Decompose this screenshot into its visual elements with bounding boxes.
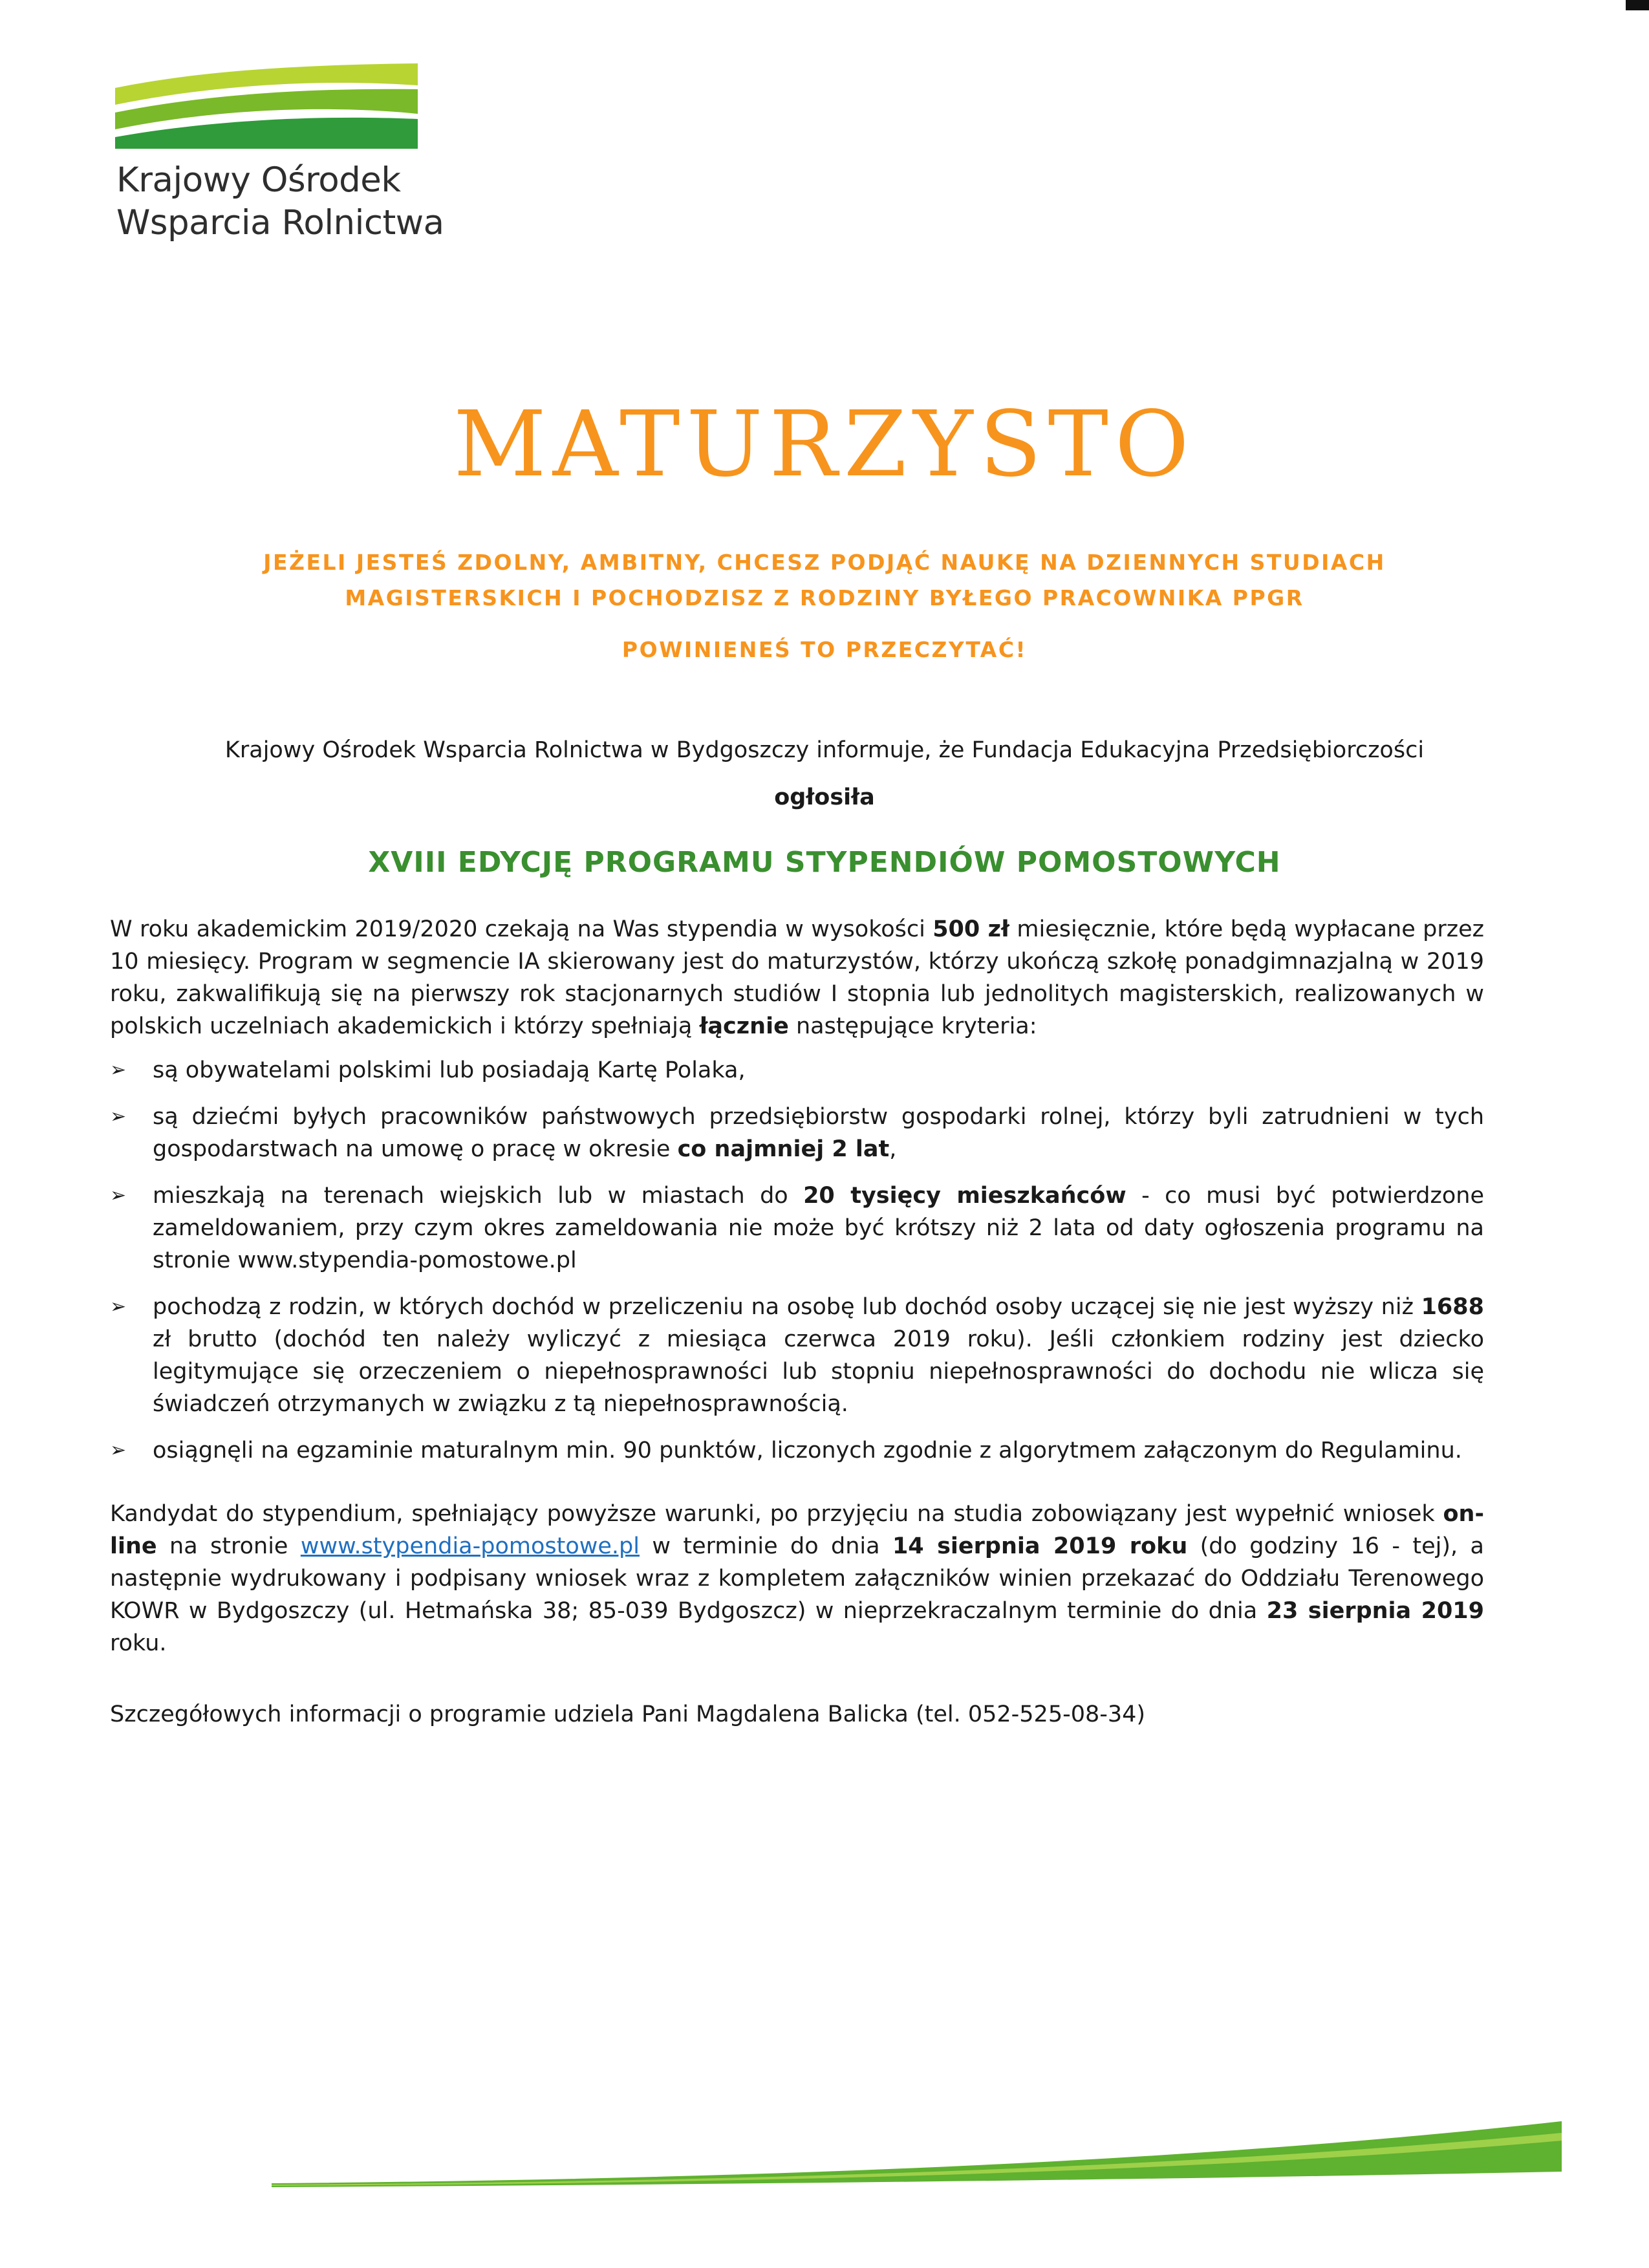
lead-text-1: W roku akademickim 2019/2020 czekają na Was stypendia w wysokości (110, 916, 933, 942)
kowr-logo (114, 62, 444, 250)
program-website-link[interactable]: www.stypendia-pomostowe.pl (300, 1533, 640, 1559)
announced-word: ogłosiła (774, 784, 875, 810)
scan-edge-mark (1626, 0, 1649, 10)
criterion-emphasis: co najmniej 2 lat (677, 1136, 890, 1162)
candidate-text-3: w terminie do dnia (639, 1533, 892, 1559)
lead-paragraph (110, 913, 1484, 1042)
criterion-text: , (889, 1136, 897, 1162)
criterion-item (110, 1101, 1484, 1165)
page-title: MATURZYSTO (453, 392, 1196, 497)
criterion-text: są dziećmi byłych pracowników państwowych przedsiębiorstw gospodarki rolnej, którzy byli zatrudnieni w tych gospodarstwach na umowę o pracę w okresie (153, 1104, 1484, 1162)
arrow-bullet-icon: ➢ (110, 1184, 127, 1207)
candidate-text-5: roku. (110, 1630, 167, 1656)
intro-text: Krajowy Ośrodek Wsparcia Rolnictwa w Bydgoszczy informuje, że Fundacja Edukacyjna Przedsiębiorczości (224, 737, 1425, 763)
criterion-text: zł brutto (dochód ten należy wyliczyć z miesiąca czerwca 2019 roku). Jeśli członkiem rodziny jest dziecko legitymujące się orzeczeniem o niepełnosprawności lub stopniu niepełnosprawności do dochodu nie wlicza się świadczeń otrzymanych w związku z tą niepełnosprawnością. (153, 1326, 1484, 1417)
arrow-bullet-icon: ➢ (110, 1439, 127, 1462)
criterion-text: osiągnęli na egzaminie maturalnym min. 90 punktów, liczonych zgodnie z algorytmem załączonym do Regulaminu. (153, 1438, 1462, 1463)
arrow-bullet-icon: ➢ (110, 1295, 127, 1318)
logo-text-line-1: Krajowy Ośrodek (116, 160, 401, 200)
logo-swoosh-graphic (114, 62, 424, 159)
criterion-item (110, 1180, 1484, 1277)
program-heading: XVIII EDYCJĘ PROGRAMU STYPENDIÓW POMOSTOWYCH (368, 846, 1281, 879)
criteria-list (110, 1054, 1484, 1467)
criterion-item (110, 1291, 1484, 1420)
main-content (110, 913, 1484, 1731)
candidate-text-2: na stronie (156, 1533, 301, 1559)
candidate-paragraph (110, 1498, 1484, 1659)
criterion-text: - co musi być potwierdzone zameldowaniem, przy czym okres zameldowania nie może być krótszy niż 2 lata od daty ogłoszenia programu na stronie www.stypendia-pomostowe.pl (153, 1183, 1484, 1273)
criterion-emphasis: 1688 (1421, 1294, 1484, 1320)
lead-text-2: miesięcznie, które będą wypłacane przez 10 miesięcy. Program w segmencie IA skierowany jest do maturzystów, którzy ukończą szkołę ponadgimnazjalną w 2019 roku, zakwalifikują się na pierwszy rok stacjonarnych studiów I stopnia lub jednolitych magisterskich, realizowanych w polskich uczelniach akademickich i którzy spełniają (110, 916, 1484, 1039)
contact-paragraph: Szczegółowych informacji o programie udziela Pani Magdalena Balicka (tel. 052-525-08-34) (110, 1701, 1146, 1727)
footer-swoosh (272, 2107, 1562, 2191)
stipend-amount: 500 zł (932, 916, 1010, 942)
deadline-paper: 23 sierpnia 2019 (1266, 1598, 1485, 1624)
jointly-word: łącznie (699, 1013, 789, 1039)
deadline-online: 14 sierpnia 2019 roku (892, 1533, 1188, 1559)
online-word: on-line (110, 1501, 1484, 1559)
subtitle-line-1: JEŻELI JESTEŚ ZDOLNY, AMBITNY, CHCESZ PODJĄĆ NAUKĘ NA DZIENNYCH STUDIACH (263, 550, 1386, 575)
subtitle-line-2: MAGISTERSKICH I POCHODZISZ Z RODZINY BYŁEGO PRACOWNIKA PPGR (345, 585, 1304, 610)
subtitle-line-3: POWINIENEŚ TO PRZECZYTAĆ! (621, 637, 1028, 662)
arrow-bullet-icon: ➢ (110, 1059, 127, 1081)
logo-stripe-dark (115, 118, 418, 149)
criterion-text: są obywatelami polskimi lub posiadają Kartę Polaka, (153, 1057, 746, 1083)
lead-text-3: następujące kryteria: (788, 1013, 1037, 1039)
candidate-text-4: (do godziny 16 - tej), a następnie wydrukowany i podpisany wniosek wraz z kompletem załączników winien przekazać do Oddziału Terenowego KOWR w Bydgoszczy (ul. Hetmańska 38; 85-039 Bydgoszcz) w nieprzekraczalnym terminie do dnia (110, 1533, 1484, 1624)
criterion-text: mieszkają na terenach wiejskich lub w miastach do (153, 1183, 804, 1209)
criterion-item (110, 1054, 1484, 1086)
logo-text-line-2: Wsparcia Rolnictwa (116, 203, 444, 243)
criterion-emphasis: 20 tysięcy mieszkańców (803, 1183, 1126, 1209)
candidate-text-1: Kandydat do stypendium, spełniający powyższe warunki, po przyjęciu na studia zobowiązany jest wypełnić wniosek (110, 1501, 1443, 1527)
criterion-text: pochodzą z rodzin, w których dochód w przeliczeniu na osobę lub dochód osoby uczącej się nie jest wyższy niż (153, 1294, 1421, 1320)
arrow-bullet-icon: ➢ (110, 1105, 127, 1128)
criterion-item (110, 1434, 1484, 1467)
